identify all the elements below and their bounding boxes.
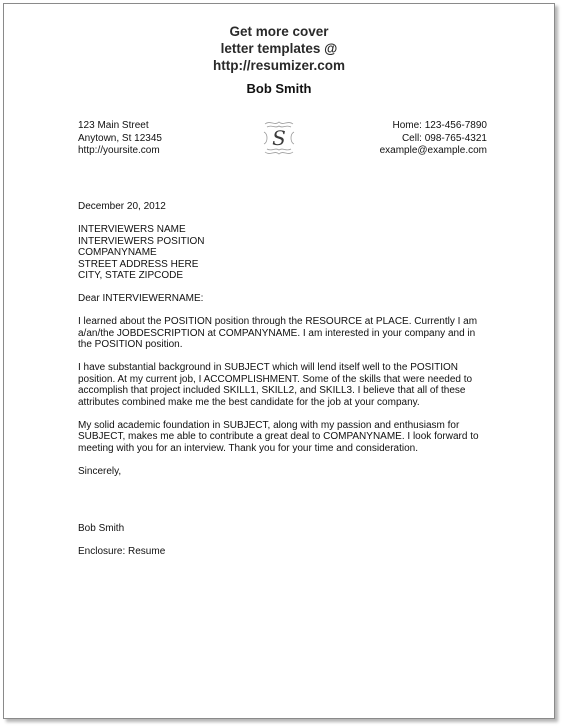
signer-name: Bob Smith (78, 523, 125, 534)
sender-address-block (78, 120, 162, 158)
letter-page (3, 3, 555, 719)
closing: Sincerely, (78, 465, 122, 477)
sender-city: Anytown, St 12345 (78, 132, 162, 144)
recipient-line: STREET ADDRESS HERE (78, 258, 199, 270)
body-paragraph: My solid academic foundation in SUBJECT, along with my passion and enthusiasm for SUBJECT, makes me able to contribute a great deal to COMPANYNAME. I look forward to meeting with you for an interview. Thank you for your time and consideration. (78, 419, 479, 454)
monogram-letter: S (272, 126, 286, 150)
promo-line-2: letter templates @ (220, 41, 338, 56)
recipient-line: INTERVIEWERS POSITION (78, 235, 205, 247)
sender-home-phone: Home: 123-456-7890 (392, 120, 487, 131)
enclosure-note: Enclosure: Resume (78, 546, 166, 557)
salutation: Dear INTERVIEWERNAME: (78, 293, 204, 304)
sender-phone-block (380, 120, 487, 158)
body-paragraph: I learned about the POSITION position through the RESOURCE at PLACE. Currently I am a/an/the JOBDESCRIPTION at COMPANYNAME. I am interested in your company and in the POSITION position. (78, 316, 478, 350)
recipient-line: COMPANYNAME (78, 247, 157, 258)
promo-link[interactable]: http://resumizer.com (212, 58, 346, 73)
sender-website[interactable]: http://yoursite.com (78, 145, 160, 156)
promo-banner (4, 23, 554, 74)
sender-email[interactable]: example@example.com (379, 145, 487, 156)
sender-name-heading: Bob Smith (246, 81, 312, 96)
letter-date: December 20, 2012 (78, 201, 166, 212)
promo-line-1: Get more cover (229, 24, 329, 39)
monogram-ornament-icon (262, 118, 296, 158)
sender-cell-phone: Cell: 098-765-4321 (401, 132, 487, 144)
body-paragraph: I have substantial background in SUBJECT which will lend itself well to the POSITION position. At my current job, I ACCOMPLISHMENT. Some of the skills that were needed to accomplish that project included SKILL1, SKILL2, and SKILL3. I believe that all of these attributes combined make me the best candidate for the job at your company. (78, 362, 473, 408)
sender-street: 123 Main Street (78, 120, 149, 131)
recipient-line: CITY, STATE ZIPCODE (78, 270, 184, 281)
letter-body (78, 201, 490, 558)
recipient-address-block (78, 224, 490, 282)
recipient-line: INTERVIEWERS NAME (78, 224, 186, 235)
